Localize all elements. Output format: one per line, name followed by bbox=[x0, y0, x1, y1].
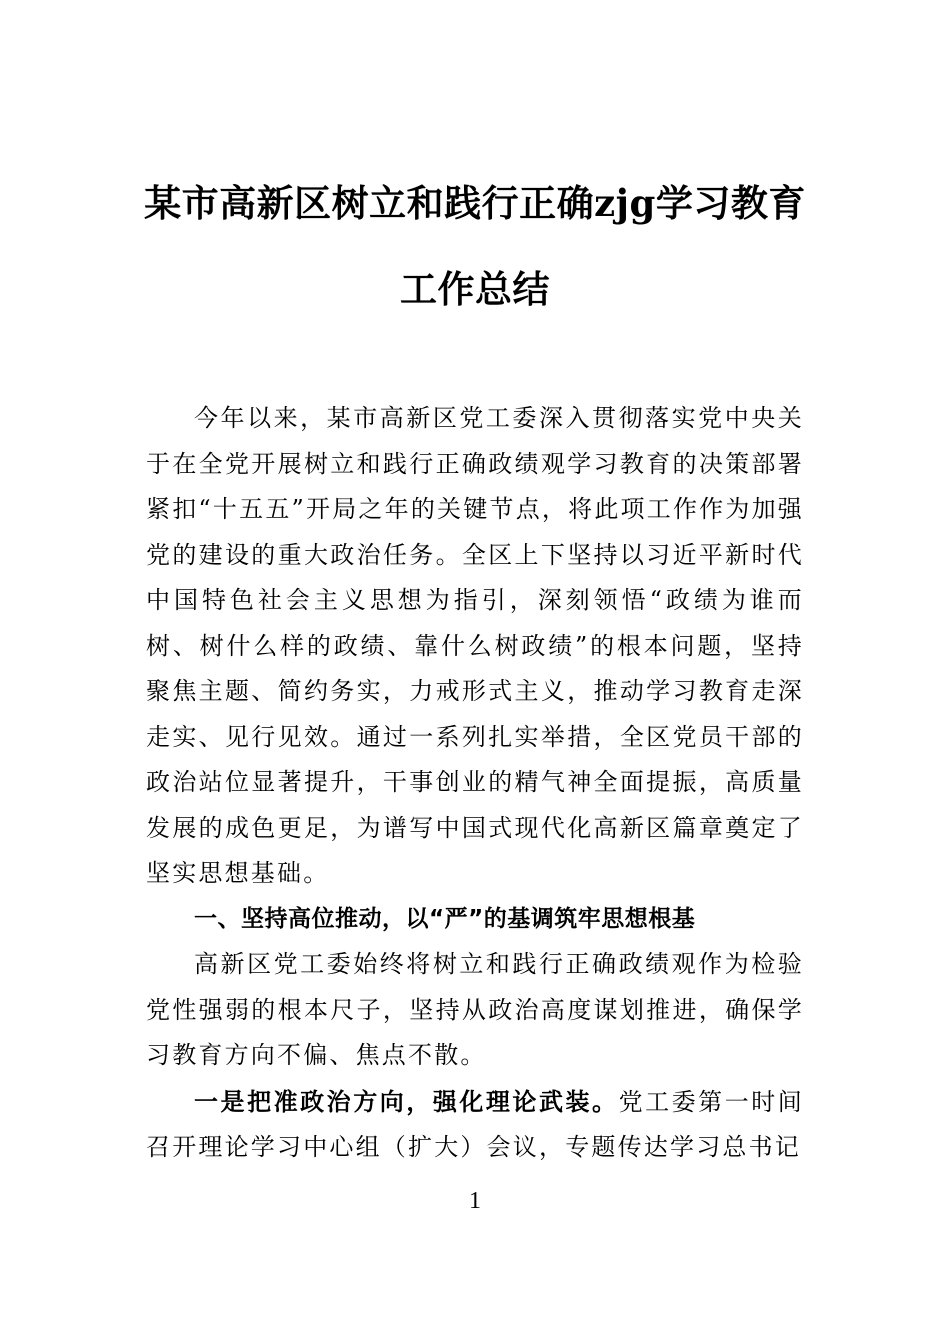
section-heading-1: 一、坚持高位推动，以“严”的基调筑牢思想根基 bbox=[194, 905, 696, 932]
section-1-paragraph: 高新区党工委始终将树立和践行正确政绩观作为检验党性强弱的根本尺子，坚持从政治高度谋划推进，确保学习教育方向不偏、焦点不散。 bbox=[146, 950, 804, 1069]
page-number: 1 bbox=[469, 1188, 481, 1214]
point-1-paragraph bbox=[146, 1079, 804, 1171]
document-title: 某市高新区树立和践行正确zjg学习教育工作总结 bbox=[144, 181, 806, 311]
intro-paragraph: 今年以来，某市高新区党工委深入贯彻落实党中央关于在全党开展树立和践行正确政绩观学习教育的决策部署紧扣“十五五”开局之年的关键节点，将此项工作作为加强党的建设的重大政治任务。全区上下坚持以习近平新时代中国特色社会主义思想为指引，深刻领悟“政绩为谁而树、树什么样的政绩、靠什么树政绩”的根本问题，坚持聚焦主题、简约务实，力戒形式主义，推动学习教育走深走实、见行见效。通过一系列扎实举措，全区党员干部的政治站位显著提升，干事创业的精气神全面提振，高质量发展的成色更足，为谱写中国式现代化高新区篇章奠定了坚实思想基础。 bbox=[146, 404, 804, 887]
point-1-lead: 一是把准政治方向，强化理论武装。 bbox=[194, 1086, 619, 1116]
point-1-text: 党工委第一时间召开理论学习中心组（扩大）会议，专题传达学习总书记 bbox=[146, 1087, 804, 1161]
document-body bbox=[146, 396, 804, 1171]
